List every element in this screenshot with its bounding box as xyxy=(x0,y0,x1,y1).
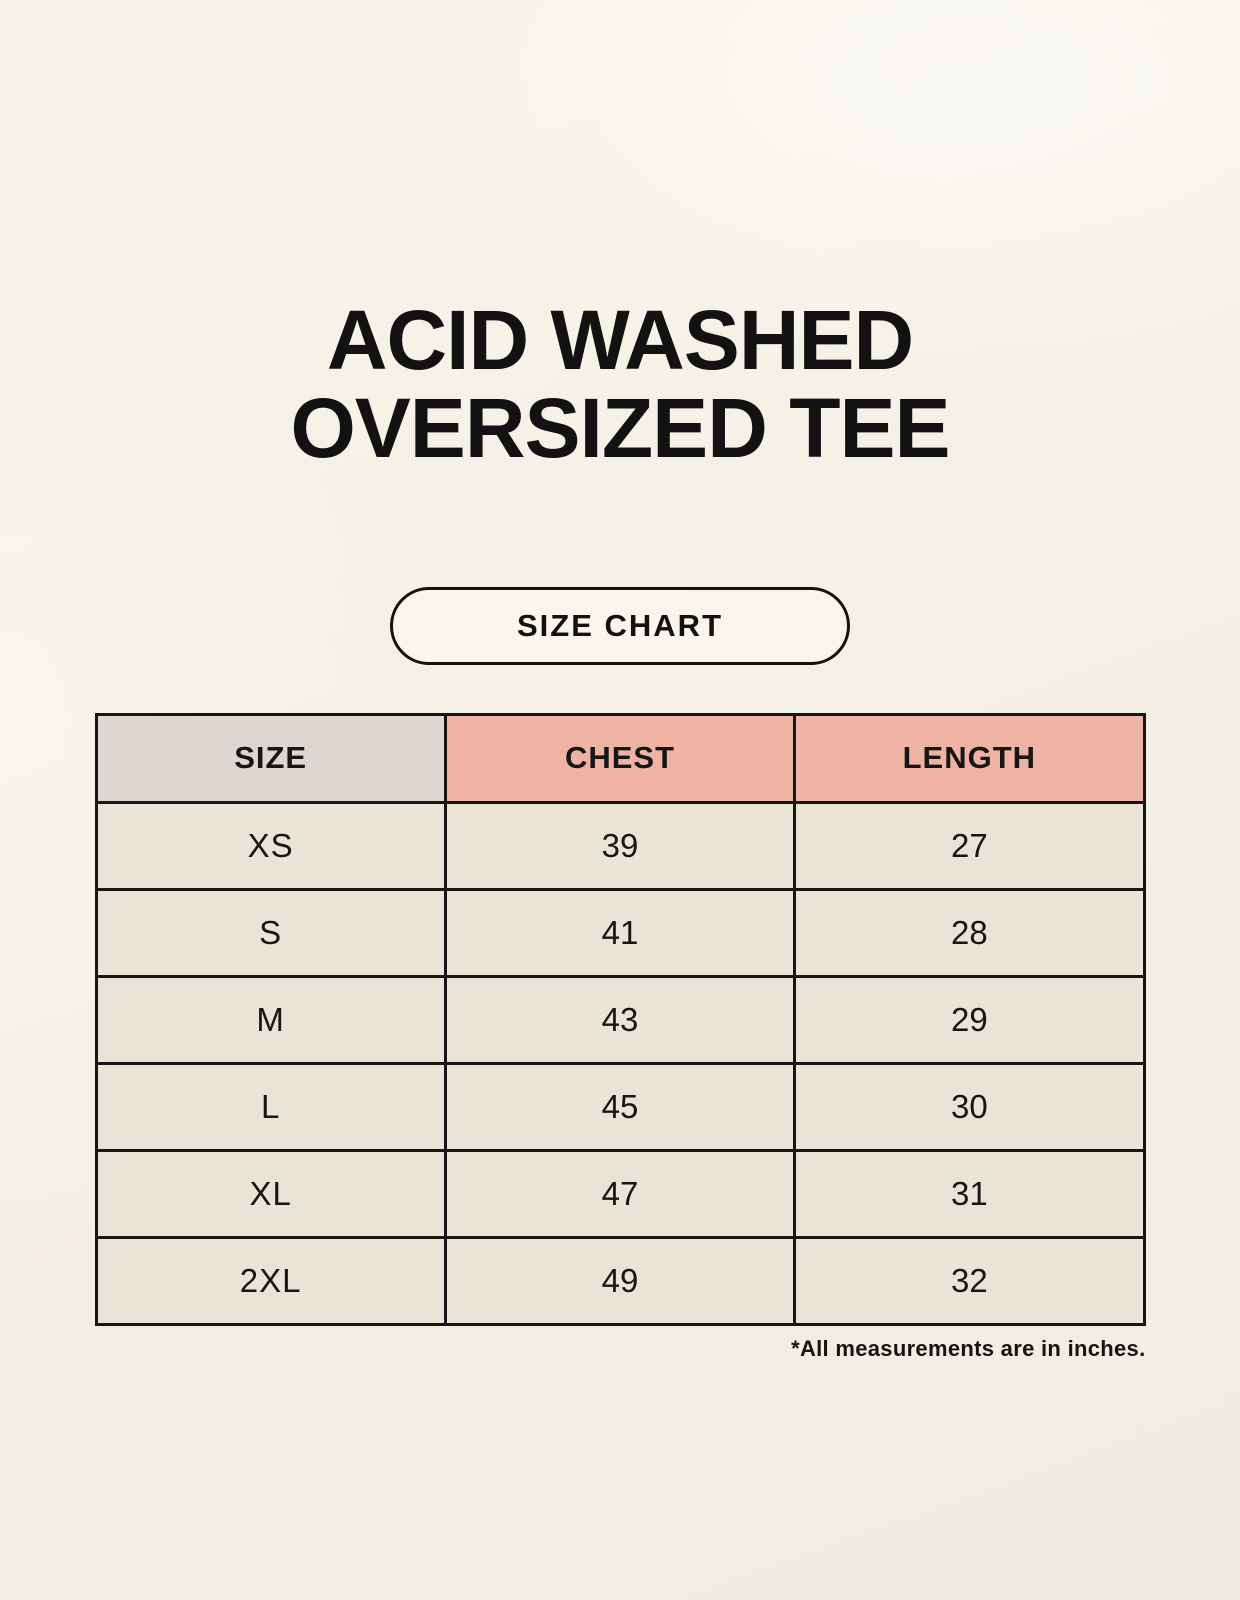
table-row xyxy=(96,1237,1144,1324)
size-label: XL xyxy=(96,1150,445,1237)
size-label: L xyxy=(96,1063,445,1150)
column-header-chest: CHEST xyxy=(445,714,794,802)
size-chart-table-container xyxy=(95,713,1146,1362)
table-row xyxy=(96,802,1144,889)
chest-value: 39 xyxy=(445,802,794,889)
page-title-line2: OVERSIZED TEE xyxy=(290,381,950,476)
length-value: 31 xyxy=(795,1150,1144,1237)
size-label: S xyxy=(96,889,445,976)
column-header-length: LENGTH xyxy=(795,714,1144,802)
size-label: M xyxy=(96,976,445,1063)
chest-value: 43 xyxy=(445,976,794,1063)
length-value: 29 xyxy=(795,976,1144,1063)
chest-value: 49 xyxy=(445,1237,794,1324)
size-chart-table xyxy=(95,713,1146,1326)
size-chart-button-label: SIZE CHART xyxy=(517,607,723,643)
table-header-row xyxy=(96,714,1144,802)
measurements-footnote: *All measurements are in inches. xyxy=(791,1335,1146,1361)
length-value: 32 xyxy=(795,1237,1144,1324)
table-row xyxy=(96,976,1144,1063)
length-value: 30 xyxy=(795,1063,1144,1150)
size-label: 2XL xyxy=(96,1237,445,1324)
table-row xyxy=(96,1063,1144,1150)
size-label: XS xyxy=(96,802,445,889)
page-title xyxy=(290,293,950,476)
length-value: 27 xyxy=(795,802,1144,889)
column-header-size: SIZE xyxy=(96,714,445,802)
chest-value: 45 xyxy=(445,1063,794,1150)
chest-value: 41 xyxy=(445,889,794,976)
chest-value: 47 xyxy=(445,1150,794,1237)
table-row xyxy=(96,889,1144,976)
length-value: 28 xyxy=(795,889,1144,976)
size-chart-button[interactable] xyxy=(390,587,850,665)
page-title-line1: ACID WASHED xyxy=(326,293,914,387)
table-row xyxy=(96,1150,1144,1237)
